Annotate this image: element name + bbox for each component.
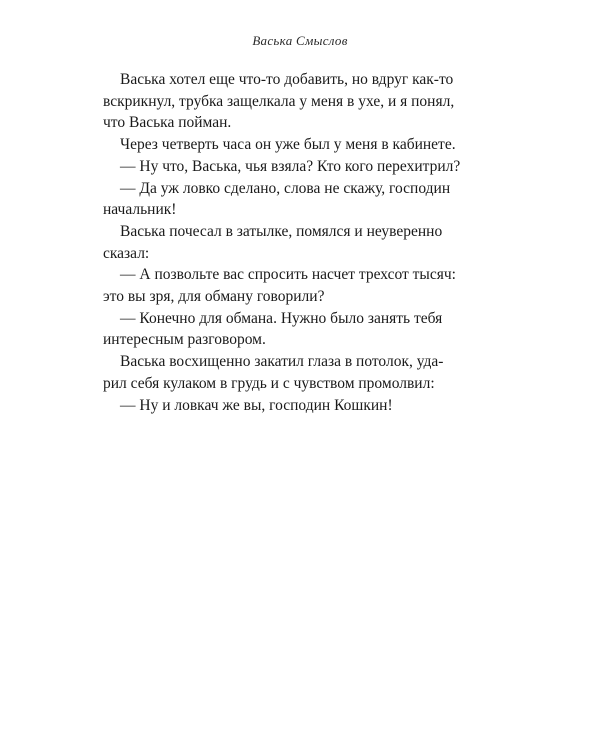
body-text	[103, 69, 503, 416]
running-title: Васька Смыслов	[252, 33, 348, 48]
text-line: Васька восхищенно закатил глаза в потолок, уда-	[120, 353, 444, 371]
dialogue-line: — Ну что, Васька, чья взяла? Кто кого перехитрил?	[120, 157, 461, 175]
text-line: интересным разговором.	[103, 331, 266, 349]
dialogue-line: — Конечно для обмана. Нужно было занять тебя	[120, 309, 443, 327]
dialogue-line: — Ну и ловкач же вы, господин Кошкин!	[120, 396, 393, 414]
text-line: Васька почесал в затылке, помялся и неуверенно	[120, 222, 443, 240]
dialogue-line: — Да уж ловко сделано, слова не скажу, господин	[120, 179, 451, 197]
text-line: Через четверть часа он уже был у меня в кабинете.	[120, 136, 456, 154]
text-line: начальник!	[103, 201, 177, 219]
text-line: сказал:	[103, 244, 150, 262]
text-line: что Васька пойман.	[103, 114, 232, 132]
text-line: Васька хотел еще что-то добавить, но вдруг как-то	[120, 71, 454, 88]
text-line: вскрикнул, трубка защелкала у меня в ухе, и я понял,	[103, 92, 455, 110]
dialogue-line: — А позвольте вас спросить насчет трехсот тысяч:	[120, 266, 456, 284]
text-line: это вы зря, для обману говорили?	[103, 288, 325, 306]
text-line: рил себя кулаком в грудь и с чувством промолвил:	[103, 374, 435, 392]
